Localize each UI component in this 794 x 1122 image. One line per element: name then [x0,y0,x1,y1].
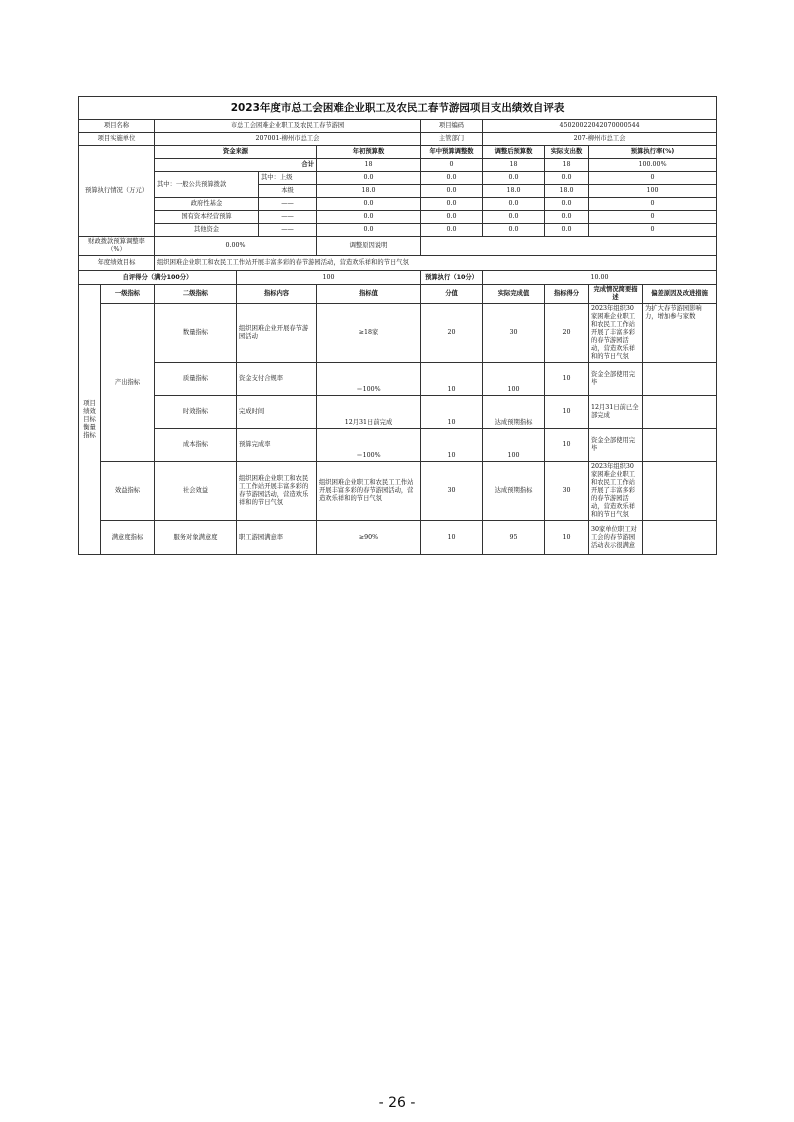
dept-label: 主管部门 [421,133,483,146]
adjust-rate-value: 0.00% [155,237,317,256]
col-actual: 实际完成值 [483,285,545,304]
score: 30 [421,462,483,521]
col-exec-rate: 预算执行率(%) [589,146,717,159]
budget-row-upper [79,172,717,185]
budget-row-state-capital [79,211,717,224]
table-row [79,462,717,521]
project-code: 45020022042070000544 [483,120,717,133]
cell: 0.0 [483,211,545,224]
evaluation-form [78,96,716,555]
col-desc: 完成情况简要描述 [589,285,643,304]
budget-row-other [79,224,717,237]
content: 资金支付合规率 [237,363,317,396]
desc: 资金全部使用完毕 [589,363,643,396]
desc: 资金全部使用完毕 [589,429,643,462]
row-label: 其中：上级 [259,172,317,185]
table-row [79,304,717,363]
col-content: 指标内容 [237,285,317,304]
cell: 0.0 [317,224,421,237]
level2: 时效指标 [155,396,237,429]
deviation [643,396,717,429]
cell: 0.0 [483,224,545,237]
output-label: 产出指标 [101,304,155,462]
level2: 社会效益 [155,462,237,521]
cell: 18.0 [545,185,589,198]
self-score-value: 100 [237,271,421,285]
table-title: 2023年度市总工会困难企业职工及农民工春节游园项目支出绩效自评表 [79,97,717,120]
adjust-reason-label: 调整原因说明 [317,237,421,256]
level2: 数量指标 [155,304,237,363]
table-row [79,396,717,429]
score: 10 [421,521,483,555]
cell: 0.0 [317,198,421,211]
desc: 2023年组织30家困难企业职工和农民工工作站开展了丰富多彩的春节游园活动，营造欢乐祥和的节日气氛 [589,304,643,363]
col-target-value: 指标值 [317,285,421,304]
row-label: 国有资本经营预算 [155,211,259,224]
cell: 0.0 [317,211,421,224]
target-value: 12月31日前完成 [317,396,421,429]
content: 组织困难企业开展春节游园活动 [237,304,317,363]
cell: 18 [545,159,589,172]
cell: 0.0 [545,224,589,237]
deviation: 为扩大春节游园影响力，增加参与家数 [643,304,717,363]
deviation [643,429,717,462]
actual: 30 [483,304,545,363]
cell: 18.0 [483,185,545,198]
desc: 12月31日前已全部完成 [589,396,643,429]
target-value: ＝100% [317,363,421,396]
cell: 0.0 [545,172,589,185]
project-code-label: 项目编码 [421,120,483,133]
level1: 效益指标 [101,462,155,521]
got-score: 10 [545,521,589,555]
level2: 质量指标 [155,363,237,396]
cell: 0.0 [421,198,483,211]
cell: 100.00% [589,159,717,172]
target-value: ≥90% [317,521,421,555]
adjust-reason [421,237,717,256]
actual: 100 [483,363,545,396]
general-budget-label: 其中：一般公共预算拨款 [155,172,259,198]
target-value: ＝100% [317,429,421,462]
cell: 0 [589,172,717,185]
impl-unit: 207001-柳州市总工会 [155,133,421,146]
content: 预算完成率 [237,429,317,462]
col-got-score: 指标得分 [545,285,589,304]
row-label: 政府性基金 [155,198,259,211]
content: 完成时间 [237,396,317,429]
cell: 0 [589,211,717,224]
goal-label: 年度绩效目标 [79,256,155,271]
col-initial-budget: 年初预算数 [317,146,421,159]
dash: —— [259,224,317,237]
row-label: 本级 [259,185,317,198]
col-adjusted-budget: 调整后预算数 [483,146,545,159]
goal-text: 组织困难企业职工和农民工工作站开展丰富多彩的春节游园活动，营造欢乐祥和的节日气氛 [155,256,717,271]
col-level2: 二级指标 [155,285,237,304]
actual: 达成预期指标 [483,396,545,429]
col-deviation: 偏差原因及改进措施 [643,285,717,304]
desc: 30家单位职工对工会的春节游园活动表示很满意 [589,521,643,555]
dept: 207-柳州市总工会 [483,133,717,146]
cell: 0.0 [317,172,421,185]
table-row [79,521,717,555]
dash: —— [259,198,317,211]
cell: 0 [421,159,483,172]
budget-row-total [79,159,717,172]
actual: 达成预期指标 [483,462,545,521]
cell: 0.0 [421,185,483,198]
adjust-rate-label: 财政拨款预算调整率（%） [79,237,155,256]
target-value: ≥18家 [317,304,421,363]
self-score-label: 自评得分（满分100分） [79,271,237,285]
score: 10 [421,396,483,429]
row-label: 合计 [155,159,317,172]
deviation [643,363,717,396]
budget-exec-value: 10.00 [483,271,717,285]
cell: 0.0 [545,211,589,224]
project-name-label: 项目名称 [79,120,155,133]
budget-section-label: 预算执行情况（万元） [79,146,155,237]
col-level1: 一级指标 [101,285,155,304]
dash: —— [259,211,317,224]
score: 10 [421,429,483,462]
budget-exec-label: 预算执行（10分） [421,271,483,285]
got-score: 20 [545,304,589,363]
got-score: 10 [545,396,589,429]
level1: 满意度指标 [101,521,155,555]
budget-row-gov-fund [79,198,717,211]
deviation [643,521,717,555]
col-actual-spend: 实际支出数 [545,146,589,159]
actual: 100 [483,429,545,462]
cell: 0 [589,198,717,211]
level2: 成本指标 [155,429,237,462]
cell: 18 [483,159,545,172]
cell: 0.0 [421,224,483,237]
project-name: 市总工会困难企业职工及农民工春节游园 [155,120,421,133]
content: 职工游园满意率 [237,521,317,555]
score: 10 [421,363,483,396]
got-score: 30 [545,462,589,521]
cell: 0.0 [421,211,483,224]
got-score: 10 [545,429,589,462]
cell: 0.0 [483,172,545,185]
indicators-side-label: 项目绩效目标衡量指标 [79,285,101,555]
cell: 0.0 [545,198,589,211]
desc: 2023年组织30家困难企业职工和农民工工作站开展了丰富多彩的春节游园活动，营造欢乐祥和的节日气氛 [589,462,643,521]
col-fund-source: 资金来源 [155,146,317,159]
page-number: - 26 - [378,1095,416,1111]
target-value: 组织困难企业职工和农民工工作站开展丰富多彩的春节游园活动，营造欢乐祥和的节日气氛 [317,462,421,521]
evaluation-table [78,96,717,555]
got-score: 10 [545,363,589,396]
table-row [79,363,717,396]
cell: 0.0 [421,172,483,185]
cell: 0.0 [483,198,545,211]
level2: 服务对象满意度 [155,521,237,555]
score: 20 [421,304,483,363]
actual: 95 [483,521,545,555]
impl-unit-label: 项目实施单位 [79,133,155,146]
col-mid-adjust: 年中预算调整数 [421,146,483,159]
table-row [79,429,717,462]
cell: 18 [317,159,421,172]
col-score: 分值 [421,285,483,304]
content: 组织困难企业职工和农民工工作站开展丰富多彩的春节游园活动，营造欢乐祥和的节日气氛 [237,462,317,521]
cell: 0 [589,224,717,237]
cell: 18.0 [317,185,421,198]
cell: 100 [589,185,717,198]
deviation [643,462,717,521]
row-label: 其他资金 [155,224,259,237]
